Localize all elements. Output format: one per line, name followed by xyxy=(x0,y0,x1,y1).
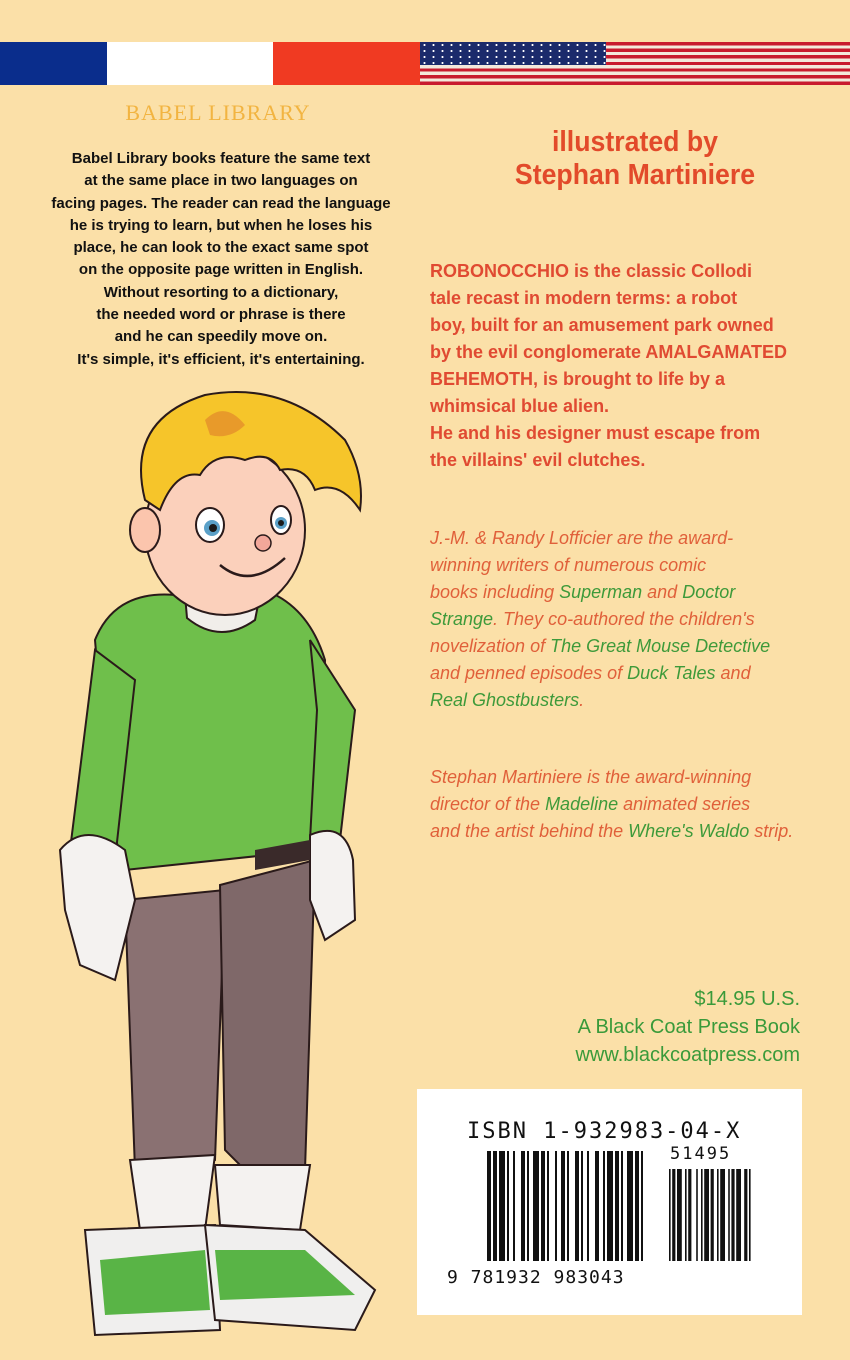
title-duck-tales: Duck Tales xyxy=(627,663,716,683)
bio-text: director of the xyxy=(430,794,546,814)
bio-text: J.-M. & Randy Lofficier are the award- xyxy=(430,528,734,548)
barcode-bar xyxy=(688,1169,691,1261)
barcode-bar xyxy=(499,1151,505,1261)
synopsis-line: by the evil conglomerate AMALGAMATED xyxy=(430,342,788,362)
bio-line xyxy=(430,552,840,579)
bio-text: winning writers of numerous comic xyxy=(430,555,707,575)
bio-text: . They co-authored the children's xyxy=(493,609,755,629)
barcode-bar xyxy=(641,1151,643,1261)
barcode-bar xyxy=(701,1169,703,1261)
barcode-bar xyxy=(567,1151,569,1261)
ean-number: 9 781932 983043 xyxy=(447,1267,625,1288)
title-superman: Superman xyxy=(559,582,643,602)
barcode-bar xyxy=(744,1169,747,1261)
barcode-bar xyxy=(521,1151,525,1261)
barcode-bar xyxy=(720,1169,725,1261)
barcode-bar xyxy=(575,1151,579,1261)
barcode-bar xyxy=(677,1169,682,1261)
bio-text: strip. xyxy=(749,821,794,841)
credit-line: illustrated by xyxy=(551,126,719,158)
barcode-bar xyxy=(627,1151,633,1261)
intro-line: the needed word or phrase is there xyxy=(96,306,346,324)
publisher-info xyxy=(480,985,800,1069)
bio-text: Stephan Martiniere is the award-winning xyxy=(430,767,752,787)
barcode-bar xyxy=(595,1151,599,1261)
french-flag-blue xyxy=(0,42,107,85)
title-great-mouse-detective: The Great Mouse Detective xyxy=(550,636,771,656)
bio-line xyxy=(430,525,840,552)
bio-text: animated series xyxy=(618,794,751,814)
synopsis-line: whimsical blue alien. xyxy=(430,396,610,416)
series-name: BABEL LIBRARY xyxy=(125,100,311,125)
book-synopsis xyxy=(430,258,840,474)
price: $14.95 U.S. xyxy=(694,988,800,1010)
artist-bio xyxy=(430,764,845,845)
intro-line: It's simple, it's efficient, it's entertaining. xyxy=(77,350,365,368)
bio-text: and penned episodes of xyxy=(430,663,628,683)
intro-line: facing pages. The reader can read the language xyxy=(51,194,391,212)
barcode-bar xyxy=(493,1151,497,1261)
barcode-bar xyxy=(704,1169,709,1261)
barcode-bar xyxy=(717,1169,719,1261)
bio-line xyxy=(430,660,840,687)
bio-line xyxy=(430,579,840,606)
flag-banner xyxy=(0,42,850,85)
synopsis-line: the villains' evil clutches. xyxy=(430,450,646,470)
publisher-url: www.blackcoatpress.com xyxy=(575,1044,800,1066)
barcode-bar xyxy=(541,1151,545,1261)
title-madeline: Madeline xyxy=(545,794,619,814)
barcode-bar xyxy=(507,1151,509,1261)
barcode-bar xyxy=(672,1169,675,1261)
intro-line: Babel Library books feature the same text xyxy=(71,150,371,167)
bio-line xyxy=(430,764,845,791)
title-wheres-waldo: Where's Waldo xyxy=(628,821,750,841)
us-flag-canton xyxy=(420,42,606,65)
intro-line: place, he can look to the exact same spot xyxy=(73,239,369,257)
barcode-bar xyxy=(527,1151,529,1261)
barcode-bar xyxy=(581,1151,583,1261)
barcode-bar xyxy=(731,1169,734,1261)
bio-line xyxy=(430,791,845,818)
intro-line: on the opposite page written in English. xyxy=(78,261,364,279)
title-doctor: Doctor xyxy=(682,582,736,602)
bio-text: novelization of xyxy=(430,636,551,656)
intro-line: at the same place in two languages on xyxy=(84,172,358,190)
barcode-bar xyxy=(587,1151,589,1261)
barcode-bar xyxy=(749,1169,751,1261)
barcode-bar xyxy=(736,1169,741,1261)
barcode-bar xyxy=(513,1151,515,1261)
credit-name: Stephan Martiniere xyxy=(514,159,756,191)
series-description xyxy=(36,148,406,371)
barcode-bar xyxy=(547,1151,549,1261)
barcode-bar xyxy=(603,1151,605,1261)
bio-line xyxy=(430,687,840,714)
bio-line xyxy=(430,606,840,633)
illustrator-credit xyxy=(483,126,787,192)
price-code: 51495 xyxy=(670,1144,732,1164)
barcode-bar xyxy=(728,1169,730,1261)
bio-line xyxy=(430,633,840,660)
bio-text: . xyxy=(579,690,585,710)
barcode-bar xyxy=(555,1151,557,1261)
bio-line xyxy=(430,818,845,845)
intro-line: and he can speedily move on. xyxy=(114,328,328,346)
barcode-bar xyxy=(696,1169,698,1261)
barcode-bar xyxy=(533,1151,539,1261)
intro-line: he is trying to learn, but when he loses his xyxy=(69,216,373,234)
synopsis-line: ROBONOCCHIO is the classic Collodi xyxy=(430,261,753,281)
barcode-bar xyxy=(685,1169,687,1261)
barcode-bar xyxy=(561,1151,565,1261)
title-real-ghostbusters: Real Ghostbusters xyxy=(430,690,580,710)
barcode-bar xyxy=(607,1151,613,1261)
synopsis-line: tale recast in modern terms: a robot xyxy=(430,288,738,308)
title-strange: Strange xyxy=(430,609,494,629)
barcode-bar xyxy=(711,1169,714,1261)
barcode-bar xyxy=(669,1169,671,1261)
synopsis-line: boy, built for an amusement park owned xyxy=(430,315,774,335)
robonocchio-illustration xyxy=(55,380,385,1350)
bio-text: and the artist behind the xyxy=(430,821,629,841)
french-flag-white xyxy=(107,42,273,85)
barcode-bar xyxy=(615,1151,619,1261)
authors-bio xyxy=(430,525,840,714)
publisher-name: A Black Coat Press Book xyxy=(577,1016,800,1038)
bio-text: and xyxy=(642,582,683,602)
barcode-bar xyxy=(487,1151,491,1261)
intro-line: Without resorting to a dictionary, xyxy=(103,283,339,301)
bio-text: and xyxy=(715,663,751,683)
bio-text: books including xyxy=(430,582,560,602)
french-flag-red xyxy=(273,42,420,85)
synopsis-line: BEHEMOTH, is brought to life by a xyxy=(430,369,726,389)
synopsis-line: He and his designer must escape from xyxy=(430,423,761,443)
isbn-label: ISBN 1-932983-04-X xyxy=(467,1119,742,1144)
barcode-bar xyxy=(621,1151,623,1261)
barcode-panel xyxy=(417,1089,802,1315)
barcode-bar xyxy=(635,1151,639,1261)
